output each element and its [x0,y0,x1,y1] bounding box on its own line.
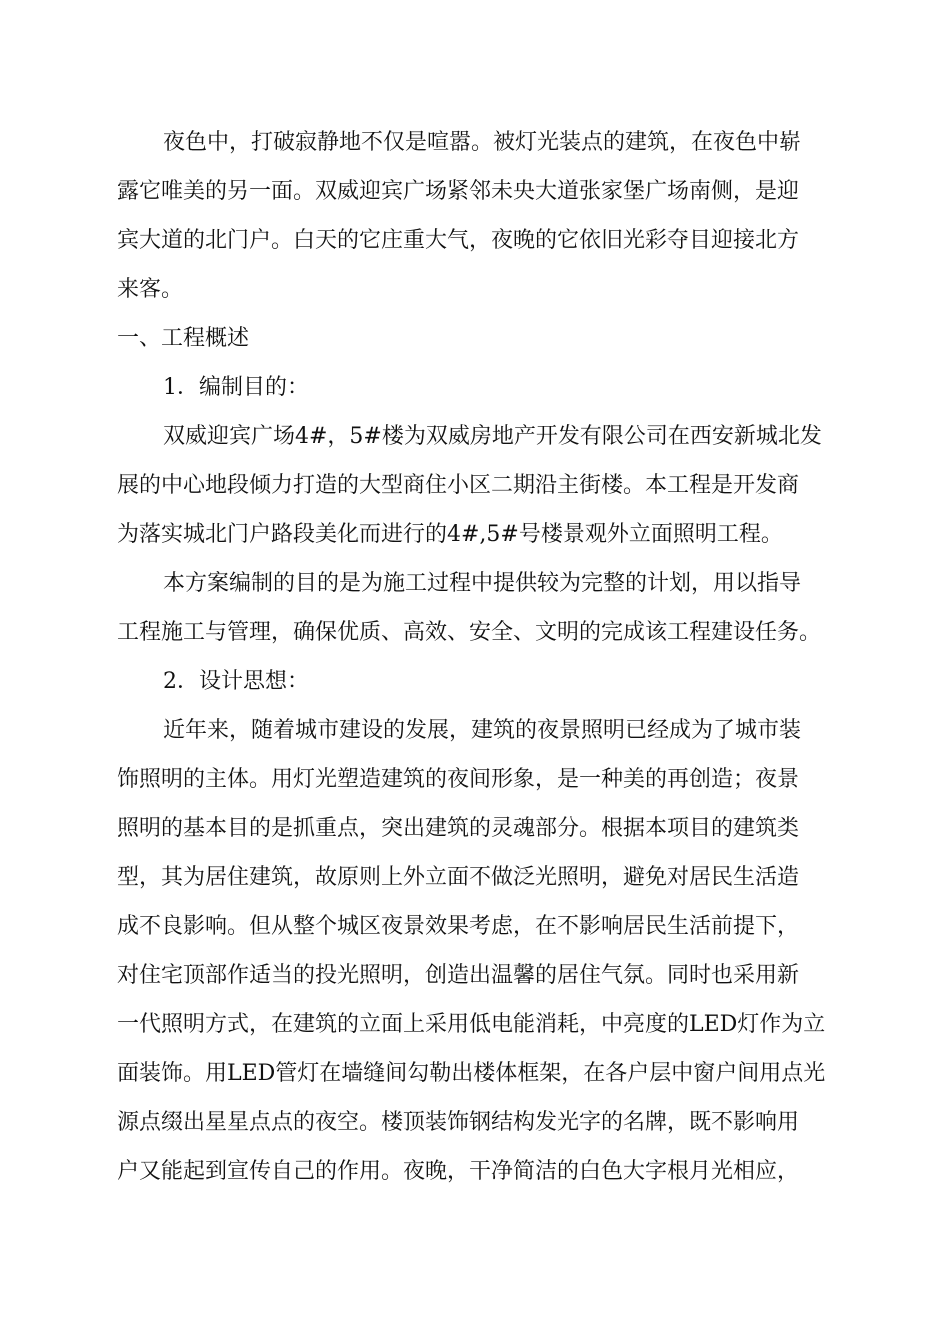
section-heading: 一、工程概述 [117,326,250,351]
design-paragraph [117,706,833,1196]
purpose-paragraph [117,559,833,657]
paragraph-line: 本方案编制的目的是为施工过程中提供较为完整的计划，用以指导 [163,571,802,596]
paragraph-line: 型，其为居住建筑，故原则上外立面不做泛光照明，避免对居民生活造 [117,865,800,890]
paragraph-line: 展的中心地段倾力打造的大型商住小区二期沿主街楼。本工程是开发商 [117,473,800,498]
paragraph-line: 宾大道的北门户。白天的它庄重大气，夜晚的它依旧光彩夺目迎接北方 [117,228,800,253]
purpose-paragraph [117,412,833,559]
paragraph-line: 一代照明方式，在建筑的立面上采用低电能消耗，中亮度的LED灯作为立 [117,1012,826,1037]
document-body [117,118,833,1196]
paragraph-line: 来客。 [117,277,184,302]
paragraph-line: 露它唯美的另一面。双威迎宾广场紧邻未央大道张家堡广场南侧，是迎 [117,179,800,204]
subsection-heading: 1．编制目的： [163,375,309,400]
paragraph-line: 双威迎宾广场4#，5#楼为双威房地产开发有限公司在西安新城北发 [163,424,822,449]
paragraph-line: 对住宅顶部作适当的投光照明，创造出温馨的居住气氛。同时也采用新 [117,963,800,988]
intro-paragraph [117,118,833,314]
paragraph-line: 工程施工与管理，确保优质、高效、安全、文明的完成该工程建设任务。 [117,620,822,645]
paragraph-line: 源点缀出星星点点的夜空。楼顶装饰钢结构发光字的名牌，既不影响用 [117,1110,800,1135]
paragraph-line: 夜色中，打破寂静地不仅是喧嚣。被灯光装点的建筑，在夜色中崭 [163,130,802,155]
subsection-heading: 2．设计思想： [163,669,309,694]
paragraph-line: 面装饰。用LED管灯在墙缝间勾勒出楼体框架，在各户层中窗户间用点光 [117,1061,826,1086]
paragraph-line: 照明的基本目的是抓重点，突出建筑的灵魂部分。根据本项目的建筑类 [117,816,800,841]
paragraph-line: 户又能起到宣传自己的作用。夜晚，干净简洁的白色大字根月光相应， [117,1159,800,1184]
paragraph-line: 近年来，随着城市建设的发展，建筑的夜景照明已经成为了城市装 [163,718,802,743]
paragraph-line: 为落实城北门户路段美化而进行的4#,5#号楼景观外立面照明工程。 [117,522,783,547]
paragraph-line: 成不良影响。但从整个城区夜景效果考虑，在不影响居民生活前提下， [117,914,800,939]
paragraph-line: 饰照明的主体。用灯光塑造建筑的夜间形象，是一种美的再创造；夜景 [117,767,800,792]
